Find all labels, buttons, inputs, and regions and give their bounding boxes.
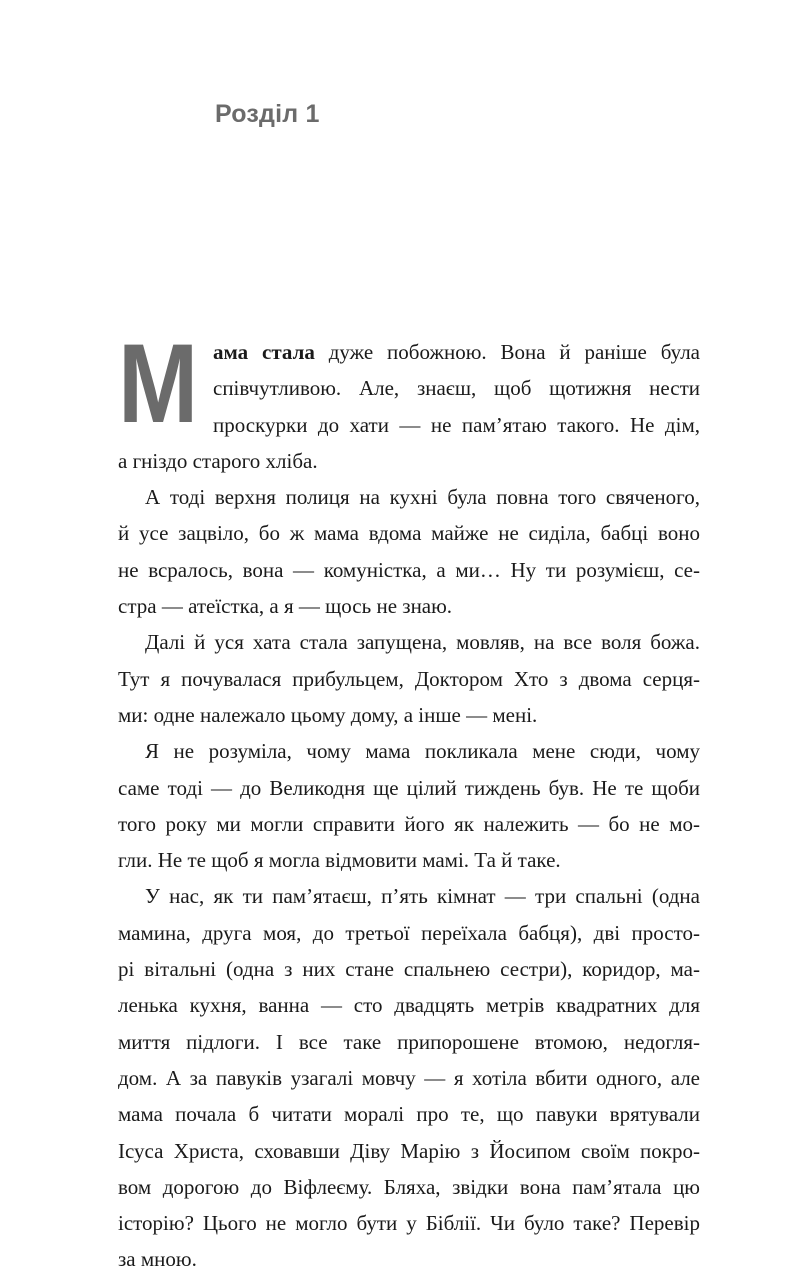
text-line: того року ми могли справити його як належить — бо не мо- bbox=[118, 811, 700, 836]
drop-cap: М bbox=[118, 321, 199, 446]
text-line: співчутливою. Але, знаєш, щоб щотижня нести bbox=[213, 376, 700, 401]
line-text: дуже побожною. Вона й раніше була bbox=[314, 340, 700, 364]
text-line: Я не розуміла, чому мама покликала мене сюди, чому bbox=[145, 739, 700, 764]
text-line: мама почала б читати моралі про те, що павуки врятували bbox=[118, 1102, 700, 1127]
chapter-title: Розділ 1 bbox=[215, 100, 320, 128]
text-line: ленька кухня, ванна — сто двадцять метрів квадратних для bbox=[118, 993, 700, 1018]
text-line: У нас, як ти пам’ятаєш, п’ять кімнат — три спальні (одна bbox=[145, 884, 700, 909]
text-line: проскурки до хати — не пам’ятаю такого. Не дім, bbox=[213, 412, 700, 437]
text-line: Тут я почувалася прибульцем, Доктором Хто з двома серця- bbox=[118, 666, 700, 691]
text-line: А тоді верхня полиця на кухні була повна того свяченого, bbox=[145, 485, 700, 510]
chapter-text bbox=[118, 321, 700, 1278]
text-line: саме тоді — до Великодня ще цілий тиждень був. Не те щоби bbox=[118, 775, 700, 800]
text-line: миття підлоги. І все таке припорошене втомою, недогля- bbox=[118, 1029, 700, 1054]
text-line: дом. А за павуків узагалі мовчу — я хотіла вбити одного, але bbox=[118, 1065, 700, 1090]
text-line: Ісуса Христа, сховавши Діву Марію з Йосипом своїм покро- bbox=[118, 1138, 700, 1163]
text-line: ми: одне належало цьому дому, а інше — мені. bbox=[118, 702, 538, 727]
text-line: історію? Цього не могло бути у Біблії. Чи було таке? Перевір bbox=[118, 1211, 700, 1236]
text-line bbox=[118, 334, 700, 370]
bold-lead-in: ама стала bbox=[213, 340, 315, 364]
text-line: рі вітальні (одна з них стане спальнею сестри), коридор, ма- bbox=[118, 957, 700, 982]
text-line: не всралось, вона — комуністка, а ми… Ну ти розумієш, се- bbox=[118, 557, 700, 582]
text-line: вом дорогою до Віфлеєму. Бляха, звідки вона пам’ятала цю bbox=[118, 1174, 700, 1199]
text-line: мамина, друга моя, до третьої переїхала бабця), дві просто- bbox=[118, 920, 700, 945]
text-lines bbox=[118, 321, 700, 1278]
text-line: Далі й уся хата стала запущена, мовляв, на все воля божа. bbox=[145, 630, 700, 655]
text-line: стра — атеїстка, а я — щось не знаю. bbox=[118, 594, 453, 619]
text-line: й усе зацвіло, бо ж мама вдома майже не сиділа, бабці воно bbox=[118, 521, 700, 546]
text-line: за мною. bbox=[118, 1247, 197, 1272]
text-line: гли. Не те щоб я могла відмовити мамі. Та й таке. bbox=[118, 848, 561, 873]
text-line: а гніздо старого хліба. bbox=[118, 448, 318, 473]
